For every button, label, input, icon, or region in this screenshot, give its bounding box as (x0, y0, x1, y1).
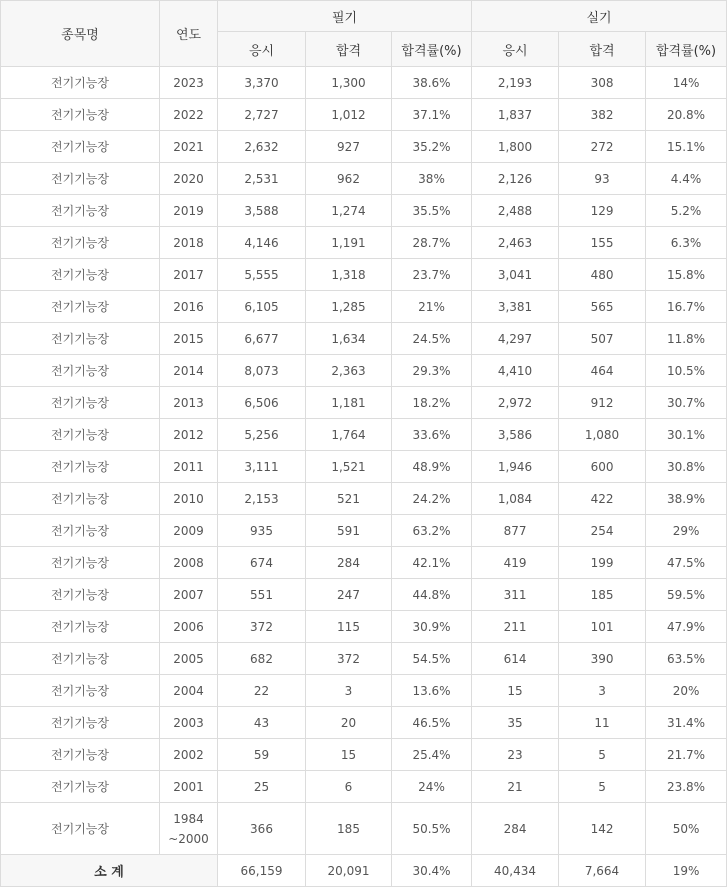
cell-written-passed: 6 (306, 771, 392, 803)
cell-written-rate: 29.3% (392, 355, 472, 387)
cell-name: 전기기능장 (1, 227, 160, 259)
table-row (1, 67, 727, 99)
table-body (1, 67, 727, 855)
cell-name: 전기기능장 (1, 579, 160, 611)
cell-name: 전기기능장 (1, 547, 160, 579)
table-row (1, 547, 727, 579)
cell-practical-passed: 422 (559, 483, 646, 515)
cell-year: 2018 (160, 227, 218, 259)
cell-written-applicants: 2,632 (218, 131, 306, 163)
cell-written-applicants: 551 (218, 579, 306, 611)
table-row (1, 163, 727, 195)
total-written-passed: 20,091 (306, 855, 392, 887)
total-row (1, 855, 727, 887)
table-footer (1, 855, 727, 887)
cell-practical-applicants: 1,946 (472, 451, 559, 483)
cell-practical-passed: 1,080 (559, 419, 646, 451)
cell-written-rate: 38.6% (392, 67, 472, 99)
cell-practical-applicants: 1,084 (472, 483, 559, 515)
cell-written-rate: 46.5% (392, 707, 472, 739)
table-row (1, 739, 727, 771)
table-row (1, 291, 727, 323)
cell-practical-passed: 185 (559, 579, 646, 611)
cell-practical-rate: 47.9% (646, 611, 727, 643)
cell-year: 2002 (160, 739, 218, 771)
cell-practical-applicants: 3,586 (472, 419, 559, 451)
cell-practical-rate: 59.5% (646, 579, 727, 611)
cell-practical-rate: 23.8% (646, 771, 727, 803)
cell-year: 2004 (160, 675, 218, 707)
table-row (1, 803, 727, 855)
cell-practical-rate: 6.3% (646, 227, 727, 259)
cell-practical-passed: 11 (559, 707, 646, 739)
cell-practical-applicants: 1,800 (472, 131, 559, 163)
cell-written-rate: 35.5% (392, 195, 472, 227)
cell-name: 전기기능장 (1, 419, 160, 451)
cell-practical-applicants: 35 (472, 707, 559, 739)
cell-practical-passed: 390 (559, 643, 646, 675)
cell-practical-passed: 254 (559, 515, 646, 547)
cell-practical-passed: 93 (559, 163, 646, 195)
cell-written-applicants: 22 (218, 675, 306, 707)
cell-practical-rate: 20% (646, 675, 727, 707)
cell-practical-applicants: 4,297 (472, 323, 559, 355)
cell-practical-rate: 4.4% (646, 163, 727, 195)
cell-written-applicants: 6,506 (218, 387, 306, 419)
cell-name: 전기기능장 (1, 611, 160, 643)
cell-written-applicants: 674 (218, 547, 306, 579)
cell-written-applicants: 935 (218, 515, 306, 547)
cell-written-rate: 50.5% (392, 803, 472, 855)
table-row (1, 323, 727, 355)
cell-written-rate: 33.6% (392, 419, 472, 451)
total-practical-applicants: 40,434 (472, 855, 559, 887)
cell-practical-passed: 912 (559, 387, 646, 419)
cell-year: 2011 (160, 451, 218, 483)
cell-practical-applicants: 284 (472, 803, 559, 855)
cell-practical-applicants: 23 (472, 739, 559, 771)
table-row (1, 675, 727, 707)
table-row (1, 771, 727, 803)
cell-practical-rate: 50% (646, 803, 727, 855)
header-practical-rate: 합격률(%) (646, 32, 727, 67)
cell-year: 2008 (160, 547, 218, 579)
cell-written-rate: 37.1% (392, 99, 472, 131)
table-row (1, 99, 727, 131)
cell-written-applicants: 3,111 (218, 451, 306, 483)
cell-practical-applicants: 2,193 (472, 67, 559, 99)
cell-practical-applicants: 1,837 (472, 99, 559, 131)
table-row (1, 195, 727, 227)
cell-written-passed: 1,191 (306, 227, 392, 259)
cell-practical-rate: 5.2% (646, 195, 727, 227)
cell-written-applicants: 366 (218, 803, 306, 855)
cell-written-rate: 44.8% (392, 579, 472, 611)
cell-written-rate: 24% (392, 771, 472, 803)
cell-written-passed: 2,363 (306, 355, 392, 387)
cell-written-passed: 1,274 (306, 195, 392, 227)
cell-year: 2006 (160, 611, 218, 643)
cell-practical-applicants: 877 (472, 515, 559, 547)
cell-practical-applicants: 2,488 (472, 195, 559, 227)
cell-written-passed: 927 (306, 131, 392, 163)
cell-practical-rate: 11.8% (646, 323, 727, 355)
table-row (1, 131, 727, 163)
table-row (1, 355, 727, 387)
cell-name: 전기기능장 (1, 675, 160, 707)
cell-practical-applicants: 211 (472, 611, 559, 643)
cell-practical-applicants: 2,972 (472, 387, 559, 419)
cell-written-rate: 13.6% (392, 675, 472, 707)
cell-name: 전기기능장 (1, 195, 160, 227)
cell-name: 전기기능장 (1, 483, 160, 515)
cell-practical-passed: 5 (559, 739, 646, 771)
cell-written-passed: 1,318 (306, 259, 392, 291)
cell-year (160, 803, 218, 855)
cell-practical-passed: 101 (559, 611, 646, 643)
cell-written-applicants: 4,146 (218, 227, 306, 259)
cell-written-applicants: 3,370 (218, 67, 306, 99)
cell-written-rate: 63.2% (392, 515, 472, 547)
table-row (1, 451, 727, 483)
total-written-applicants: 66,159 (218, 855, 306, 887)
table-row (1, 707, 727, 739)
cell-written-passed: 15 (306, 739, 392, 771)
cell-practical-passed: 382 (559, 99, 646, 131)
cell-practical-applicants: 3,041 (472, 259, 559, 291)
table-row (1, 227, 727, 259)
cell-written-passed: 115 (306, 611, 392, 643)
cell-practical-applicants: 21 (472, 771, 559, 803)
cell-written-rate: 38% (392, 163, 472, 195)
cell-written-passed: 962 (306, 163, 392, 195)
cell-written-passed: 1,181 (306, 387, 392, 419)
cell-written-applicants: 5,256 (218, 419, 306, 451)
cell-written-rate: 21% (392, 291, 472, 323)
cell-practical-passed: 129 (559, 195, 646, 227)
table-row (1, 419, 727, 451)
cell-year: 2022 (160, 99, 218, 131)
cell-written-rate: 24.5% (392, 323, 472, 355)
cell-written-passed: 1,634 (306, 323, 392, 355)
cell-year: 2013 (160, 387, 218, 419)
cell-written-rate: 25.4% (392, 739, 472, 771)
cell-written-passed: 591 (306, 515, 392, 547)
table-row (1, 515, 727, 547)
cell-year: 2021 (160, 131, 218, 163)
cell-name: 전기기능장 (1, 515, 160, 547)
header-practical-applicants: 응시 (472, 32, 559, 67)
cell-year: 2009 (160, 515, 218, 547)
cell-practical-passed: 199 (559, 547, 646, 579)
cell-name: 전기기능장 (1, 323, 160, 355)
header-written-rate: 합격률(%) (392, 32, 472, 67)
cell-practical-passed: 142 (559, 803, 646, 855)
cell-written-rate: 30.9% (392, 611, 472, 643)
cell-written-rate: 54.5% (392, 643, 472, 675)
cell-written-rate: 35.2% (392, 131, 472, 163)
cell-written-applicants: 5,555 (218, 259, 306, 291)
cell-written-applicants: 682 (218, 643, 306, 675)
cell-practical-passed: 464 (559, 355, 646, 387)
cell-name: 전기기능장 (1, 643, 160, 675)
cell-name: 전기기능장 (1, 707, 160, 739)
cell-year: 2023 (160, 67, 218, 99)
header-year: 연도 (160, 1, 218, 67)
cell-practical-passed: 308 (559, 67, 646, 99)
cell-written-applicants: 2,531 (218, 163, 306, 195)
header-practical-group: 실기 (472, 1, 727, 32)
cell-written-applicants: 8,073 (218, 355, 306, 387)
cell-practical-rate: 63.5% (646, 643, 727, 675)
cell-name: 전기기능장 (1, 99, 160, 131)
cell-name: 전기기능장 (1, 291, 160, 323)
cell-practical-rate: 47.5% (646, 547, 727, 579)
cell-name: 전기기능장 (1, 803, 160, 855)
cell-written-passed: 1,764 (306, 419, 392, 451)
cell-practical-rate: 30.1% (646, 419, 727, 451)
cell-practical-rate: 30.8% (646, 451, 727, 483)
cell-practical-passed: 3 (559, 675, 646, 707)
cell-year: 2015 (160, 323, 218, 355)
cell-practical-rate: 20.8% (646, 99, 727, 131)
cell-year: 2007 (160, 579, 218, 611)
table-row (1, 387, 727, 419)
header-practical-passed: 합격 (559, 32, 646, 67)
cell-practical-applicants: 311 (472, 579, 559, 611)
table-header (1, 1, 727, 67)
cell-written-rate: 24.2% (392, 483, 472, 515)
table-row (1, 643, 727, 675)
cell-written-applicants: 25 (218, 771, 306, 803)
header-written-passed: 합격 (306, 32, 392, 67)
header-name: 종목명 (1, 1, 160, 67)
cell-practical-rate: 21.7% (646, 739, 727, 771)
cell-practical-passed: 565 (559, 291, 646, 323)
cell-practical-rate: 29% (646, 515, 727, 547)
cell-practical-rate: 30.7% (646, 387, 727, 419)
cell-year-end: ~2000 (168, 831, 209, 846)
cell-written-applicants: 43 (218, 707, 306, 739)
cell-practical-passed: 600 (559, 451, 646, 483)
cell-written-rate: 42.1% (392, 547, 472, 579)
total-practical-rate: 19% (646, 855, 727, 887)
cell-practical-applicants: 4,410 (472, 355, 559, 387)
cell-written-applicants: 2,727 (218, 99, 306, 131)
table-row (1, 611, 727, 643)
cell-practical-applicants: 419 (472, 547, 559, 579)
header-written-applicants: 응시 (218, 32, 306, 67)
cell-practical-passed: 480 (559, 259, 646, 291)
cell-practical-rate: 16.7% (646, 291, 727, 323)
cell-practical-rate: 14% (646, 67, 727, 99)
cell-practical-rate: 15.8% (646, 259, 727, 291)
cell-year-start: 1984 (173, 811, 204, 826)
cell-year: 2016 (160, 291, 218, 323)
cell-year: 2019 (160, 195, 218, 227)
cell-written-passed: 185 (306, 803, 392, 855)
cell-written-passed: 1,300 (306, 67, 392, 99)
cell-practical-passed: 155 (559, 227, 646, 259)
total-written-rate: 30.4% (392, 855, 472, 887)
cell-practical-applicants: 2,126 (472, 163, 559, 195)
cell-written-applicants: 2,153 (218, 483, 306, 515)
cell-name: 전기기능장 (1, 163, 160, 195)
cell-year: 2014 (160, 355, 218, 387)
cell-name: 전기기능장 (1, 387, 160, 419)
cell-written-rate: 48.9% (392, 451, 472, 483)
cell-name: 전기기능장 (1, 739, 160, 771)
cell-name: 전기기능장 (1, 771, 160, 803)
cell-practical-rate: 31.4% (646, 707, 727, 739)
cell-practical-passed: 272 (559, 131, 646, 163)
cell-written-rate: 23.7% (392, 259, 472, 291)
cell-year: 2010 (160, 483, 218, 515)
header-written-group: 필기 (218, 1, 472, 32)
cell-written-passed: 372 (306, 643, 392, 675)
cell-name: 전기기능장 (1, 355, 160, 387)
cell-practical-rate: 15.1% (646, 131, 727, 163)
table-row (1, 579, 727, 611)
cell-year: 2003 (160, 707, 218, 739)
cell-name: 전기기능장 (1, 259, 160, 291)
cell-year: 2012 (160, 419, 218, 451)
cell-written-applicants: 59 (218, 739, 306, 771)
cell-name: 전기기능장 (1, 451, 160, 483)
cell-written-applicants: 372 (218, 611, 306, 643)
table-row (1, 259, 727, 291)
cell-name: 전기기능장 (1, 67, 160, 99)
cell-written-applicants: 6,105 (218, 291, 306, 323)
cell-written-rate: 18.2% (392, 387, 472, 419)
cell-written-passed: 1,285 (306, 291, 392, 323)
cell-written-passed: 3 (306, 675, 392, 707)
cell-written-applicants: 6,677 (218, 323, 306, 355)
cell-written-applicants: 3,588 (218, 195, 306, 227)
cell-written-rate: 28.7% (392, 227, 472, 259)
cell-practical-passed: 507 (559, 323, 646, 355)
cell-practical-rate: 38.9% (646, 483, 727, 515)
cell-practical-applicants: 2,463 (472, 227, 559, 259)
cell-practical-applicants: 614 (472, 643, 559, 675)
total-label: 소 계 (1, 855, 218, 887)
cell-written-passed: 20 (306, 707, 392, 739)
cell-written-passed: 284 (306, 547, 392, 579)
cell-name: 전기기능장 (1, 131, 160, 163)
cell-practical-applicants: 15 (472, 675, 559, 707)
cell-written-passed: 521 (306, 483, 392, 515)
cell-written-passed: 1,521 (306, 451, 392, 483)
cell-written-passed: 1,012 (306, 99, 392, 131)
table-row (1, 483, 727, 515)
cell-year: 2001 (160, 771, 218, 803)
cell-year: 2020 (160, 163, 218, 195)
total-practical-passed: 7,664 (559, 855, 646, 887)
cell-practical-applicants: 3,381 (472, 291, 559, 323)
cell-year: 2017 (160, 259, 218, 291)
cell-written-passed: 247 (306, 579, 392, 611)
cell-practical-passed: 5 (559, 771, 646, 803)
cell-year: 2005 (160, 643, 218, 675)
cell-practical-rate: 10.5% (646, 355, 727, 387)
